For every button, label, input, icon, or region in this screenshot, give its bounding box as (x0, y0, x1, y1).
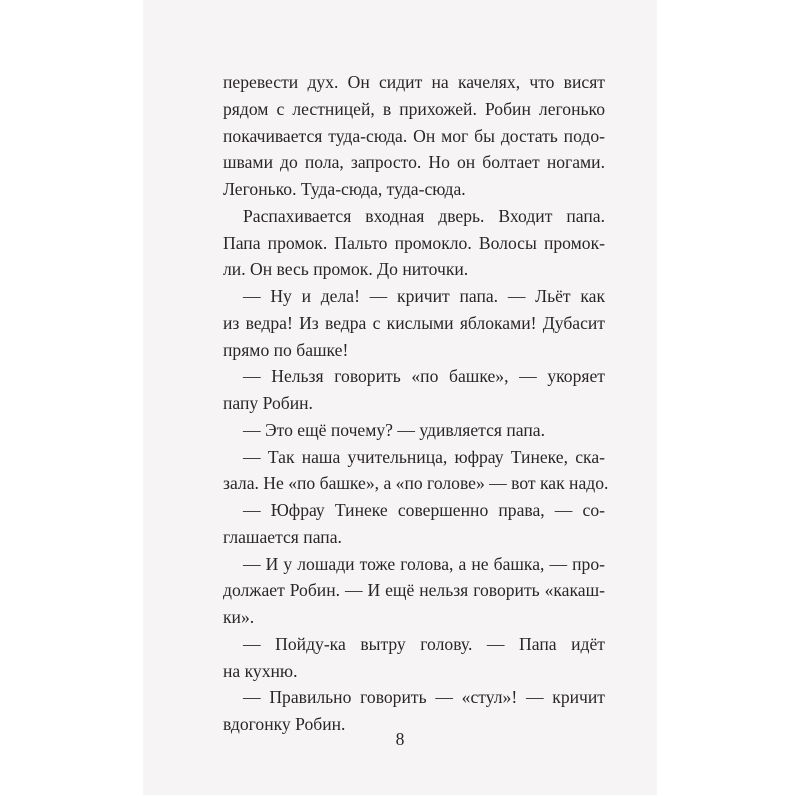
page-number: 8 (395, 729, 405, 749)
text-line: прямо по башке! (223, 339, 349, 360)
text-line: покачивается туда-сюда. Он мог бы достать подо- (223, 125, 605, 146)
text-line: из ведра! Из ведра с кислыми яблоками! Дубасит (223, 312, 605, 333)
text-line: Легонько. Туда-сюда, туда-сюда. (223, 179, 466, 199)
text-line: Папа промок. Пальто промокло. Волосы промок- (223, 232, 605, 253)
text-line: на кухню. (223, 660, 298, 681)
text-line: — Так наша учительница, юфрау Тинеке, ска- (243, 446, 605, 467)
text-line: Распахивается входная дверь. Входит папа. (243, 205, 605, 226)
page-text (223, 69, 609, 738)
text-line: — Юфрау Тинеке совершенно права, — со- (243, 500, 605, 520)
text-line: перевести дух. Он сидит на качелях, что висят (223, 72, 605, 92)
text-line: ки». (223, 607, 255, 627)
text-line: зала. Не «по башке», а «по голове» — вот как надо. (223, 473, 609, 494)
text-line: — Правильно говорить — «стул»! — кричит (243, 687, 605, 708)
text-line: швами до пола, запросто. Но он болтает ногами. (223, 152, 605, 173)
text-line: ли. Он весь промок. До ниточки. (223, 259, 469, 280)
book-page (143, 0, 657, 795)
text-line: глашается папа. (223, 526, 342, 547)
text-line: должает Робин. — И ещё нельзя говорить «какаш- (223, 580, 605, 601)
text-line: — Ну и дела! — кричит папа. — Льёт как (243, 286, 605, 306)
text-line: — И у лошади тоже голова, а не башка, — про- (243, 553, 605, 574)
text-line: — Пойду-ка вытру голову. — Папа идёт (243, 633, 605, 654)
text-line: папу Робин. (223, 393, 313, 413)
text-line: рядом с лестницей, в прихожей. Робин легонько (223, 98, 605, 119)
text-line: — Это ещё почему? — удивляется папа. (243, 419, 545, 440)
text-line: вдогонку Робин. (223, 714, 346, 734)
text-line: — Нельзя говорить «по башке», — укоряет (243, 366, 605, 387)
